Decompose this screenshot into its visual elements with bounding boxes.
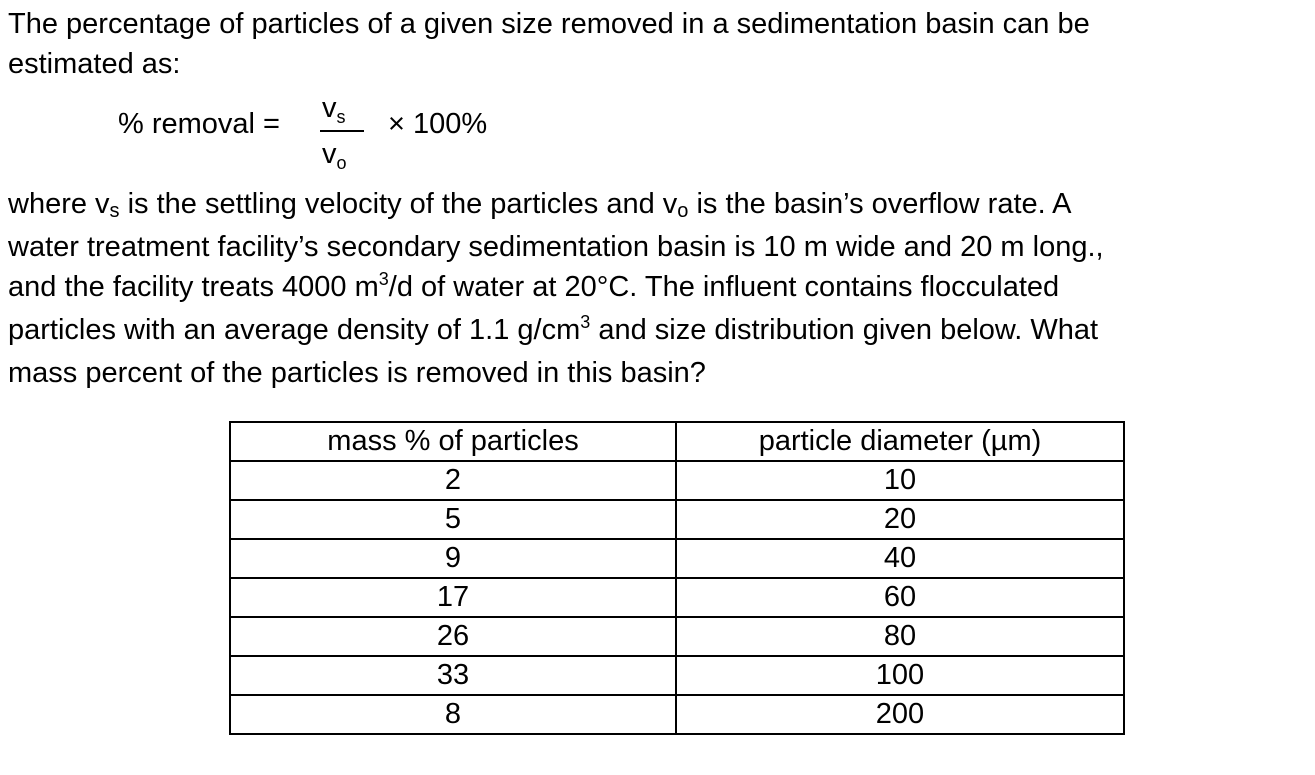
intro-line: The percentage of particles of a given size removed in a sedimentation basin can be [8, 8, 1090, 40]
problem-line: where vs is the settling velocity of the particles and vo is the basin’s overflow rate. A [8, 188, 1072, 222]
mass-percent-cell: 2 [230, 461, 676, 500]
intro-line: estimated as: [8, 48, 181, 80]
formula-rhs: × 100% [388, 108, 488, 140]
diameter-cell: 100 [676, 656, 1124, 695]
fraction-numerator: $v_s$ [322, 92, 346, 127]
column-header-mass-percent: mass % of particles [230, 422, 676, 461]
problem-paragraph [8, 184, 1104, 393]
diameter-cell: 20 [676, 500, 1124, 539]
table-row [230, 617, 1124, 656]
formula-fraction [320, 92, 370, 178]
size-distribution-table [229, 421, 1125, 735]
fraction-bar [320, 130, 364, 132]
problem-line: particles with an average density of 1.1 $g/cm^3$ and size distribution given below. What [8, 312, 1099, 346]
diameter-cell: 80 [676, 617, 1124, 656]
problem-line: water treatment facility’s secondary sedimentation basin is 10 m wide and 20 m long., [8, 231, 1104, 263]
intro-paragraph [8, 4, 1090, 84]
mass-percent-cell: 26 [230, 617, 676, 656]
diameter-cell: 200 [676, 695, 1124, 734]
problem-line: and the facility treats 4000 $m^3/d$ of water at 20°C. The influent contains flocculated [8, 269, 1060, 303]
mass-percent-cell: 5 [230, 500, 676, 539]
table-row [230, 578, 1124, 617]
mass-percent-cell: 33 [230, 656, 676, 695]
diameter-cell: 10 [676, 461, 1124, 500]
table-header-row [230, 422, 1124, 461]
table-row [230, 461, 1124, 500]
mass-percent-cell: 17 [230, 578, 676, 617]
table-row [230, 539, 1124, 578]
problem-line: mass percent of the particles is removed in this basin? [8, 357, 706, 389]
mass-percent-cell: 8 [230, 695, 676, 734]
fraction-denominator: $v_o$ [322, 138, 347, 173]
table-row [230, 500, 1124, 539]
diameter-cell: 60 [676, 578, 1124, 617]
column-header-particle-diameter: particle diameter (µm) [676, 422, 1124, 461]
table-row [230, 656, 1124, 695]
formula-lhs: % removal = [118, 108, 280, 140]
table-row [230, 695, 1124, 734]
diameter-cell: 40 [676, 539, 1124, 578]
mass-percent-cell: 9 [230, 539, 676, 578]
